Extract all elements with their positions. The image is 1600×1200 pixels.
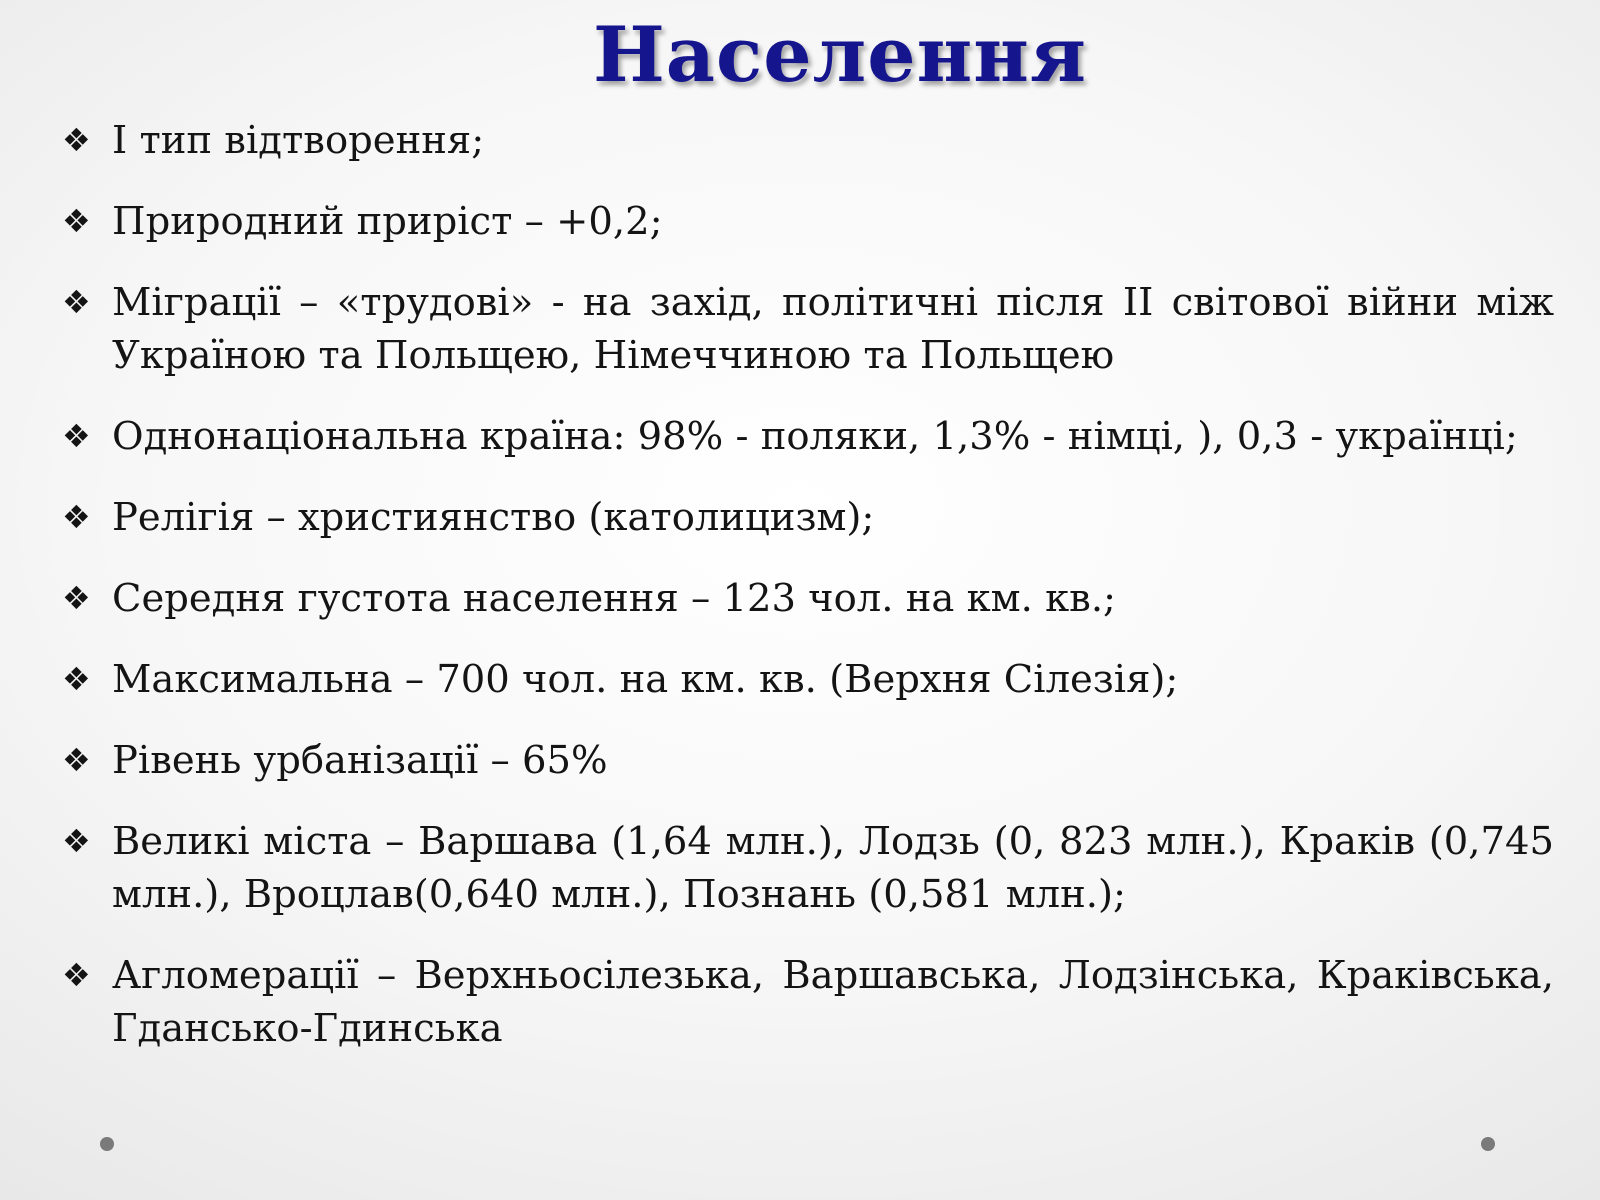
- list-item-text: Максимальна – 700 чол. на км. кв. (Верхня Сілезія);: [112, 657, 1179, 702]
- diamond-bullet-icon: ❖: [62, 202, 91, 240]
- list-item-text: Агломерації – Верхньосілезька, Варшавська, Лодзінська, Краківська, Гдансько-Гдинська: [112, 953, 1554, 1051]
- list-item: [62, 491, 1554, 544]
- list-item: [62, 276, 1554, 382]
- list-item: [62, 949, 1554, 1055]
- list-item: [62, 734, 1554, 787]
- list-item-text: Міграції – «трудові» - на захід, політичні після ІІ світової війни між Україною та Польщею, Німеччиною та Польщею: [112, 280, 1554, 378]
- diamond-bullet-icon: ❖: [62, 822, 91, 860]
- list-item-text: Природний приріст – +0,2;: [112, 199, 663, 244]
- bullet-list: [62, 114, 1554, 1083]
- diamond-bullet-icon: ❖: [62, 741, 91, 779]
- list-item: [62, 572, 1554, 625]
- diamond-bullet-icon: ❖: [62, 283, 91, 321]
- list-item: [62, 195, 1554, 248]
- decorative-dot-left: [100, 1137, 114, 1151]
- decorative-dot-right: [1481, 1137, 1495, 1151]
- diamond-bullet-icon: ❖: [62, 498, 91, 536]
- list-item-text: І тип відтворення;: [112, 118, 485, 163]
- list-item: [62, 410, 1554, 463]
- list-item-text: Великі міста – Варшава (1,64 млн.), Лодзь (0, 823 млн.), Краків (0,745 млн.), Вроцлав(0,640 млн.), Познань (0,581 млн.);: [112, 819, 1554, 917]
- list-item: [62, 653, 1554, 706]
- diamond-bullet-icon: ❖: [62, 121, 91, 159]
- list-item: [62, 815, 1554, 921]
- slide-title: Населення: [592, 10, 1088, 99]
- list-item-text: Середня густота населення – 123 чол. на км. кв.;: [112, 576, 1117, 621]
- list-item-text: Однонаціональна країна: 98% - поляки, 1,3% - німці, ), 0,3 - українці;: [112, 414, 1518, 459]
- list-item: [62, 114, 1554, 167]
- list-item-text: Рівень урбанізації – 65%: [112, 738, 608, 783]
- list-item-text: Релігія – християнство (католицизм);: [112, 495, 875, 540]
- diamond-bullet-icon: ❖: [62, 417, 91, 455]
- diamond-bullet-icon: ❖: [62, 660, 91, 698]
- diamond-bullet-icon: ❖: [62, 956, 91, 994]
- diamond-bullet-icon: ❖: [62, 579, 91, 617]
